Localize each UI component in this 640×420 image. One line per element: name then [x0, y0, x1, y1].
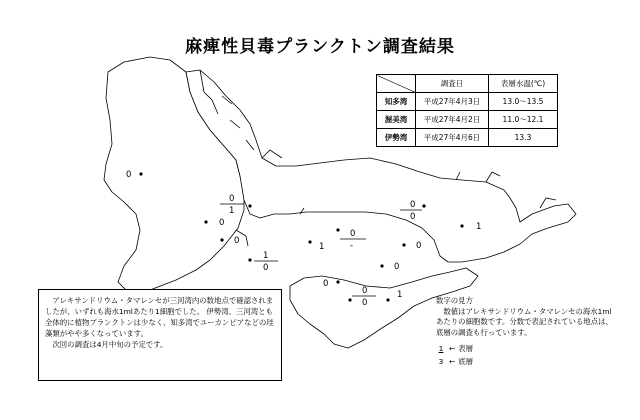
station-value: 1 — [476, 222, 482, 232]
result-note: アレキサンドリウム・タマレンセが三河湾内の数地点で確認されましたが、いずれも海水1mlあたり1細胞でした。 伊勢湾、三河湾とも全体的に植物プランクトンは少なく、知多湾でユーカンピアなどの珪藻類がやや多くなっています。 — [45, 296, 274, 338]
table-row — [377, 111, 558, 129]
station-bottom: - — [350, 241, 354, 251]
station-dot — [402, 243, 405, 246]
table-row — [377, 93, 558, 111]
station-value: 0 — [234, 236, 240, 246]
page-title: 麻痺性貝毒プランクトン調査結果 — [185, 37, 455, 57]
header-date: 調査日 — [416, 75, 489, 93]
station-bottom: 0 — [362, 298, 368, 308]
table-row — [377, 129, 558, 147]
station-dot — [220, 238, 223, 241]
station-dot — [248, 258, 251, 261]
survey-table — [376, 74, 558, 147]
bay-name: 渥美湾 — [377, 111, 416, 129]
station-value: 1 — [397, 290, 403, 300]
arrow-left-icon: ← — [449, 356, 456, 366]
survey-table-header — [377, 75, 558, 93]
station-s7 — [308, 240, 324, 252]
legend-surface-label: 表層 — [458, 344, 473, 353]
station-top: 0 — [229, 194, 235, 204]
table-corner — [377, 75, 416, 93]
station-bottom: 0 — [410, 212, 416, 222]
legend-bottom-label: 底層 — [458, 356, 473, 366]
station-value: 0 — [219, 218, 225, 228]
station-bottom: 0 — [263, 263, 269, 273]
station-dot — [204, 220, 207, 223]
station-s6 — [336, 228, 366, 251]
legend-bottom-number: 3 — [438, 356, 444, 366]
surface-temp: 13.0〜13.5 — [489, 93, 558, 111]
surface-temp: 11.0〜12.1 — [489, 111, 558, 129]
station-value: 0 — [416, 241, 422, 251]
station-dot — [336, 280, 339, 283]
station-dot — [336, 228, 339, 231]
station-top: 0 — [362, 286, 368, 296]
legend-top-number: 1 — [438, 344, 444, 353]
legend-heading: 数字の見方 — [436, 296, 473, 305]
station-dot — [308, 240, 311, 243]
station-dot — [380, 264, 383, 267]
station-top: 1 — [263, 251, 269, 261]
station-s11 — [380, 262, 399, 272]
station-value: 0 — [323, 279, 329, 289]
station-value: 0 — [126, 170, 132, 180]
arrow-left-icon: ← — [449, 344, 456, 353]
survey-date: 平成27年4月3日 — [416, 93, 489, 111]
station-value: 1 — [319, 242, 325, 252]
station-dot — [422, 204, 425, 207]
result-note-box — [38, 289, 282, 381]
legend-text: 数値はアレキサンドリウム・タマレンセの海水1mlあたりの細胞数です。分数で表記されている地点は、底層の調査も行っています。 — [436, 306, 613, 337]
station-bottom: 1 — [229, 206, 235, 216]
next-survey-note: 次回の調査は4月中旬の予定です。 — [52, 340, 168, 349]
station-s10 — [402, 241, 421, 251]
station-top: 0 — [410, 200, 416, 210]
legend — [436, 296, 614, 367]
station-dot — [139, 172, 142, 175]
survey-date: 平成27年4月6日 — [416, 129, 489, 147]
station-dot — [248, 204, 251, 207]
survey-date: 平成27年4月2日 — [416, 111, 489, 129]
surface-temp: 13.3 — [489, 129, 558, 147]
legend-bottom-row — [436, 357, 614, 368]
legend-surface-row — [436, 344, 614, 355]
station-s5 — [248, 251, 278, 273]
station-value: 0 — [394, 262, 400, 272]
bay-name: 伊勢湾 — [377, 129, 416, 147]
station-dot — [386, 298, 389, 301]
header-temp: 表層水温(℃) — [489, 75, 558, 93]
station-top: 0 — [350, 229, 356, 239]
station-dot — [348, 298, 351, 301]
station-dot — [460, 224, 463, 227]
bay-name: 知多湾 — [377, 93, 416, 111]
